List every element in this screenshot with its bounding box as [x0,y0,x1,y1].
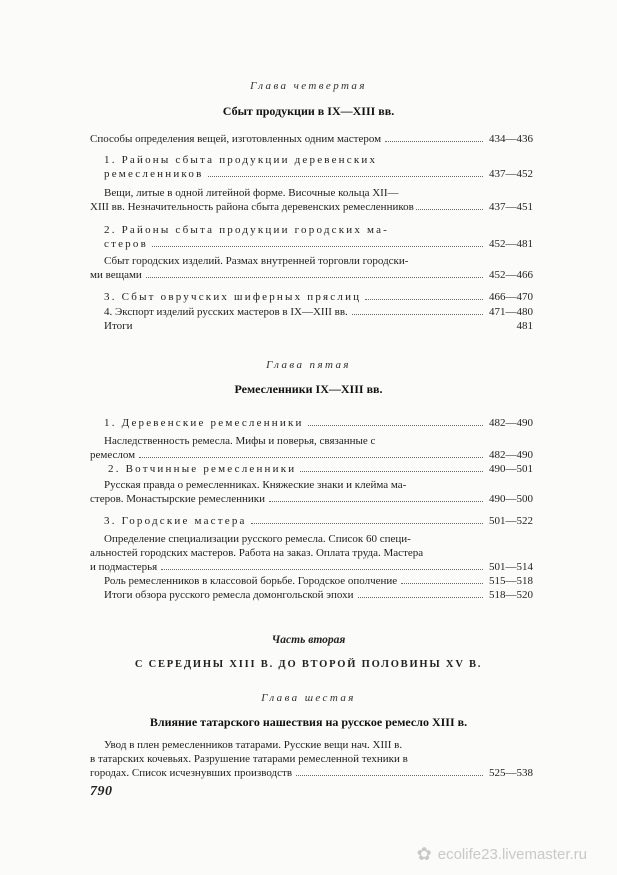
flower-logo-icon: ✿ [416,844,432,864]
toc-entry-text: альностей городских мастеров. Работа на заказ. Оплата труда. Мастера [90,547,424,559]
toc-entry-text: 1. Районы сбыта продукции деревенских [104,154,378,166]
toc-entry [90,434,533,462]
toc-entry-text: в татарских кочевьях. Разрушение татарами ремесленной техники в [90,753,408,765]
toc-entry [104,153,533,181]
toc-entry-pages: 434—436 [489,133,533,145]
toc-entry-text: Итоги [104,320,133,332]
toc-entry-text: Роль ремесленников в классовой борьбе. Городское ополчение [104,575,398,587]
toc-entry [90,132,533,146]
toc-entry [104,588,533,602]
toc-entry-pages: 437—451 [489,201,533,213]
toc-entry-text: Наследственность ремесла. Мифы и поверья, связанные с [104,435,376,447]
toc-entry-pages: 501—522 [489,515,533,527]
toc-entry-text: стеров [104,238,148,250]
toc-entry-pages: 482—490 [489,449,533,461]
toc-entry-text: 3. Городские мастера [104,515,247,527]
toc-entry-text: 1. Деревенские ремесленники [104,417,304,429]
toc-entry-text: 3. Сбыт овручских шиферных пряслиц [104,291,362,303]
part-2-label: Часть вторая [271,634,346,646]
toc-entry-pages: 501—514 [489,561,533,573]
toc-entry [90,738,533,780]
toc-entry [104,290,533,304]
part-2-title: С СЕРЕДИНЫ XIII В. ДО ВТОРОЙ ПОЛОВИНЫ XV В. [134,659,483,670]
toc-entry-pages: 525—538 [489,767,533,779]
toc-entry [104,416,533,430]
toc-entry-pages: 515—518 [489,575,533,587]
watermark [417,844,587,865]
toc-entry-text: XIII вв. Незначительность района сбыта деревенских ремесленников [90,201,414,213]
toc-entry [104,574,533,588]
chapter-5-label: Глава пятая [266,359,351,371]
toc-entry-text: и подмастерья [90,561,158,573]
toc-entry-text: 4. Экспорт изделий русских мастеров в IX—XIII вв. [104,306,348,318]
toc-entry-text: ми вещами [90,269,142,281]
toc-entry-text: ремеслом [90,449,136,461]
toc-entry [104,319,533,333]
toc-entry-pages: 471—480 [489,306,533,318]
toc-entry-pages: 490—501 [489,463,533,475]
toc-entry-pages: 490—500 [489,493,533,505]
toc-entry-text: городах. Список исчезнувших производств [90,767,293,779]
toc-entry [90,478,533,506]
toc-entry-pages: 437—452 [489,168,533,180]
chapter-4-label: Глава четвертая [250,80,367,92]
toc-entry-text: Способы определения вещей, изготовленных одним мастером [90,133,382,145]
toc-entry-pages: 452—481 [489,238,533,250]
toc-entry [104,514,533,528]
toc-entry-pages: 466—470 [489,291,533,303]
page-number: 790 [90,784,113,799]
toc-entry [104,305,533,319]
toc-entry-pages: 481 [516,320,533,332]
toc-entry [90,186,533,214]
toc-entry-text: Сбыт городских изделий. Размах внутренней торговли городски- [104,255,409,267]
toc-entry-text: ремесленников [104,168,204,180]
toc-entry [104,223,533,251]
toc-entry [90,532,533,574]
toc-entry-text: 2. Вотчинные ремесленники [108,463,297,475]
watermark-text: ecolife23.livemaster.ru [437,846,587,863]
toc-entry-text: Итоги обзора русского ремесла домонгольской эпохи [104,589,354,601]
chapter-6-title: Влияние татарского нашествия на русское ремесло XIII в. [149,715,468,729]
toc-entry-pages: 452—466 [489,269,533,281]
toc-entry-text: стеров. Монастырские ремесленники [90,493,266,505]
toc-entry-text: Вещи, литые в одной литейной форме. Височные кольца XII— [104,187,399,199]
toc-entry-text: Русская правда о ремесленниках. Княжеские знаки и клейма ма- [104,479,407,491]
chapter-6-label: Глава шестая [261,692,356,704]
toc-entry [108,462,533,476]
chapter-5-title: Ремесленники IX—XIII вв. [234,382,383,396]
toc-entry-text: Определение специализации русского ремесла. Список 60 специ- [104,533,411,545]
toc-entry [90,254,533,282]
toc-entry-text: Увод в плен ремесленников татарами. Русские вещи нач. XIII в. [104,739,403,751]
toc-entry-pages: 482—490 [489,417,533,429]
chapter-4-title: Сбыт продукции в IX—XIII вв. [222,104,395,118]
toc-entry-text: 2. Районы сбыта продукции городских ма- [104,224,390,236]
toc-entry-pages: 518—520 [489,589,533,601]
